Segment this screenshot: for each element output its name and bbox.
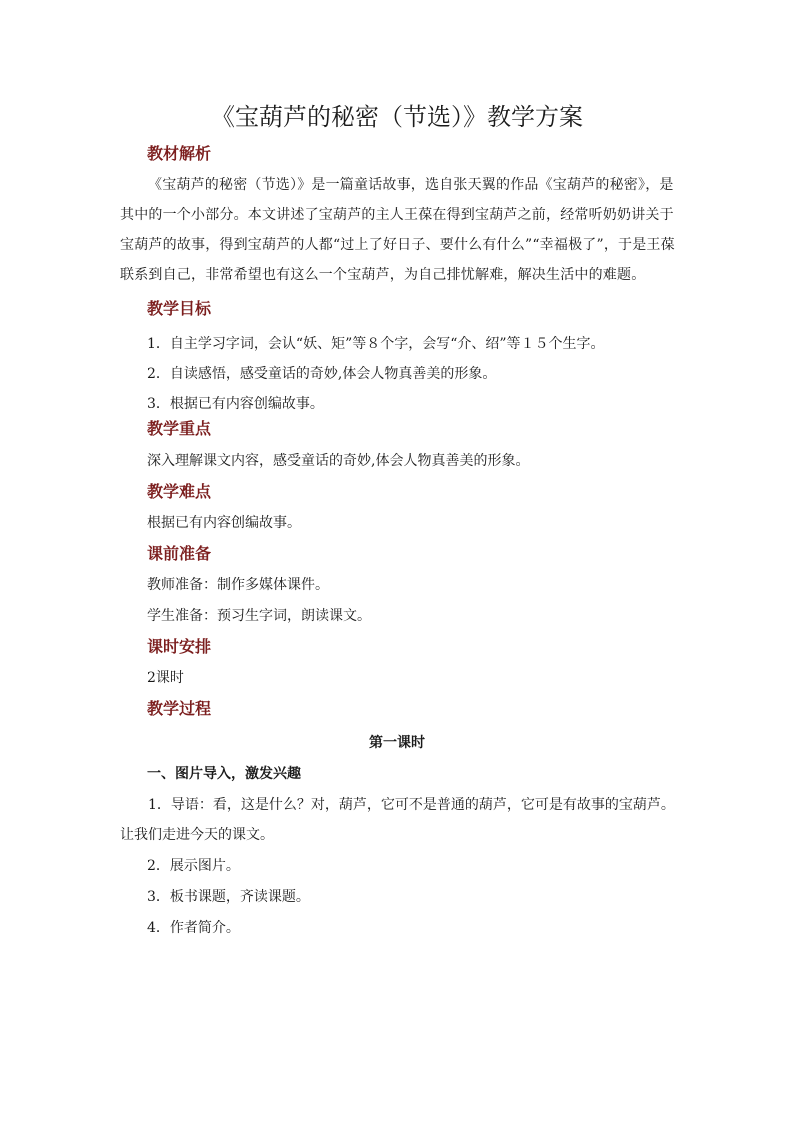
key-points-text: 深入理解课文内容，感受童话的奇妙,体会人物真善美的形象。 [147, 453, 530, 469]
preparation-student: 学生准备：预习生字词，朗读课文。 [147, 608, 371, 624]
process-step-1: 1．导语：看，这是什么？对，葫芦，它可不是普通的葫芦，它可是有故事的宝葫芦。让我们走进今天的课文。 [120, 797, 675, 843]
preparation-teacher: 教师准备：制作多媒体课件。 [147, 577, 329, 593]
goal-item-1: 1．自主学习字词，会认“妖、矩”等８个字，会写“介、绍”等１５个生字。 [147, 336, 605, 352]
schedule-text: 2课时 [147, 670, 184, 686]
heading-key-points: 教学重点 [147, 419, 212, 438]
heading-preparation: 课前准备 [147, 544, 212, 563]
difficulties-text: 根据已有内容创编故事。 [147, 515, 301, 531]
process-step-3: 3．板书课题，齐读课题。 [147, 889, 310, 905]
heading-difficulties: 教学难点 [147, 482, 212, 501]
lesson-title: 第一课时 [369, 735, 425, 751]
goal-item-2: 2．自读感悟，感受童话的奇妙,体会人物真善美的形象。 [147, 366, 497, 382]
part1-title: 一、图片导入，激发兴趣 [147, 766, 301, 782]
heading-material-analysis: 教材解析 [147, 144, 212, 163]
process-step-2: 2．展示图片。 [147, 858, 240, 874]
document-title: 《宝葫芦的秘密（节选）》教学方案 [211, 103, 583, 131]
heading-goals: 教学目标 [147, 299, 212, 318]
heading-process: 教学过程 [147, 699, 212, 718]
process-step-4: 4．作者简介。 [147, 920, 240, 936]
goal-item-3: 3．根据已有内容创编故事。 [147, 396, 324, 412]
material-analysis-text: 《宝葫芦的秘密（节选）》是一篇童话故事，选自张天翼的作品《宝葫芦的秘密》，是其中的一个小部分。本文讲述了宝葫芦的主人王葆在得到宝葫芦之前，经常听奶奶讲关于宝葫芦的故事，得到宝葫芦的人都“过上了好日子、要什么有什么”“幸福极了”，于是王葆联系到自己，非常希望也有这么一个宝葫芦，为自己排忧解难，解决生活中的难题。 [120, 177, 675, 283]
heading-schedule: 课时安排 [147, 637, 212, 656]
